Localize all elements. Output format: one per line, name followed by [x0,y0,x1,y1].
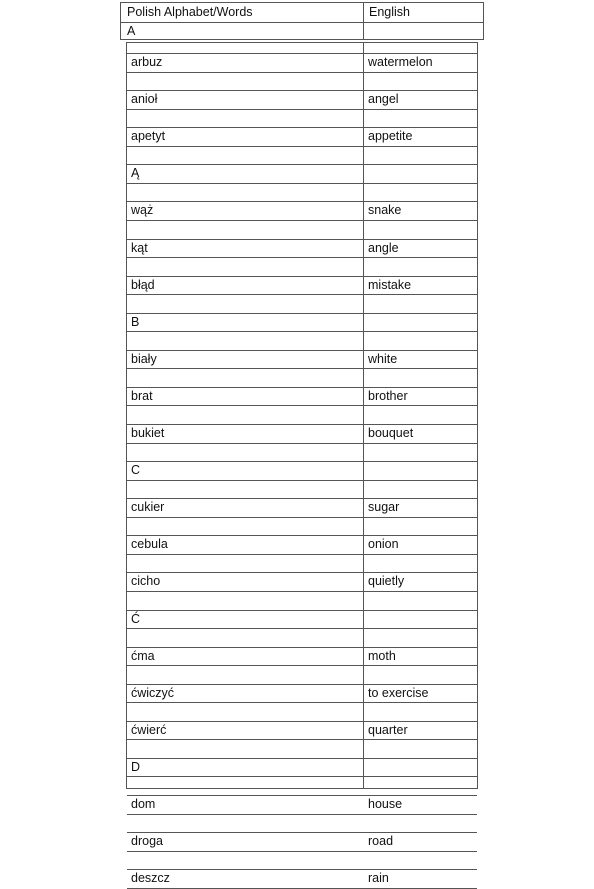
table-header [120,2,484,40]
row-separator [127,739,477,740]
row-separator [127,127,477,128]
row-separator [127,405,477,406]
vocabulary-table [126,42,478,886]
row-separator [127,331,477,332]
polish-word: cicho [131,574,161,589]
english-translation: bouquet [368,426,414,440]
row-separator [127,795,477,796]
english-translation: mistake [368,277,412,292]
header-row-divider [121,22,483,23]
row-separator [127,702,477,703]
row-separator [127,665,477,666]
row-separator [127,443,477,444]
english-translation: house [368,797,403,811]
column-divider [363,43,364,788]
row-separator [127,869,477,870]
row-separator [127,146,477,147]
polish-word: droga [131,834,163,849]
row-separator [127,517,477,518]
english-translation: to exercise [368,685,429,700]
row-separator [127,276,477,277]
letter-heading: Ć [131,611,141,626]
row-separator [127,776,477,777]
row-separator [127,424,477,425]
row-separator [127,387,477,388]
row-separator [127,572,477,573]
letter-heading: A [127,24,136,38]
row-separator [127,535,477,536]
row-separator [127,628,477,629]
row-separator [127,647,477,648]
polish-word: bukiet [131,426,165,440]
polish-word: cukier [131,500,165,515]
letter-heading: C [131,463,141,478]
row-separator [127,109,477,110]
row-separator [127,498,477,499]
row-separator [127,257,477,258]
letter-heading: B [131,314,140,329]
english-translation: snake [368,203,402,218]
polish-word: biały [131,351,157,366]
english-translation: rain [368,871,389,886]
row-separator [127,239,477,240]
row-separator [127,72,477,73]
row-separator [127,832,477,833]
english-translation: road [368,834,394,849]
english-translation: quietly [368,574,405,589]
row-separator [127,220,477,221]
english-translation: angel [368,92,399,107]
row-separator [127,164,477,165]
header-english-column: English [369,5,410,19]
row-separator [127,480,477,481]
row-separator [127,90,477,91]
polish-word: błąd [131,277,155,292]
row-separator [127,814,477,815]
english-translation: watermelon [368,55,433,69]
row-separator [127,294,477,295]
row-separator [127,368,477,369]
row-separator [127,591,477,592]
english-translation: white [368,351,398,366]
polish-word: dom [131,797,156,811]
polish-word: ćwierć [131,722,167,737]
english-translation: sugar [368,500,400,515]
english-translation: angle [368,240,399,255]
header-polish-column: Polish Alphabet/Words [127,5,253,19]
polish-word: kąt [131,240,148,255]
letter-heading: Ą [131,166,140,181]
polish-word: brat [131,388,153,403]
polish-word: wąż [131,203,154,218]
polish-word: deszcz [131,871,170,886]
row-separator [127,201,477,202]
row-separator [127,313,477,314]
row-separator [127,721,477,722]
english-translation: brother [368,388,408,403]
letter-heading: D [131,759,141,774]
row-separator [127,183,477,184]
polish-word: arbuz [131,55,163,69]
polish-word: apetyt [131,129,166,144]
row-separator [127,554,477,555]
english-translation: quarter [368,722,408,737]
polish-word: anioł [131,92,158,107]
row-separator [127,758,477,759]
row-separator [127,461,477,462]
header-column-divider [363,3,364,39]
english-translation: onion [368,537,399,552]
polish-word: ćma [131,648,155,663]
row-separator [127,610,477,611]
english-translation: moth [368,648,396,663]
row-separator [127,350,477,351]
polish-word: ćwiczyć [131,685,175,700]
polish-word: cebula [131,537,168,552]
row-separator [127,851,477,852]
english-translation: appetite [368,129,413,144]
